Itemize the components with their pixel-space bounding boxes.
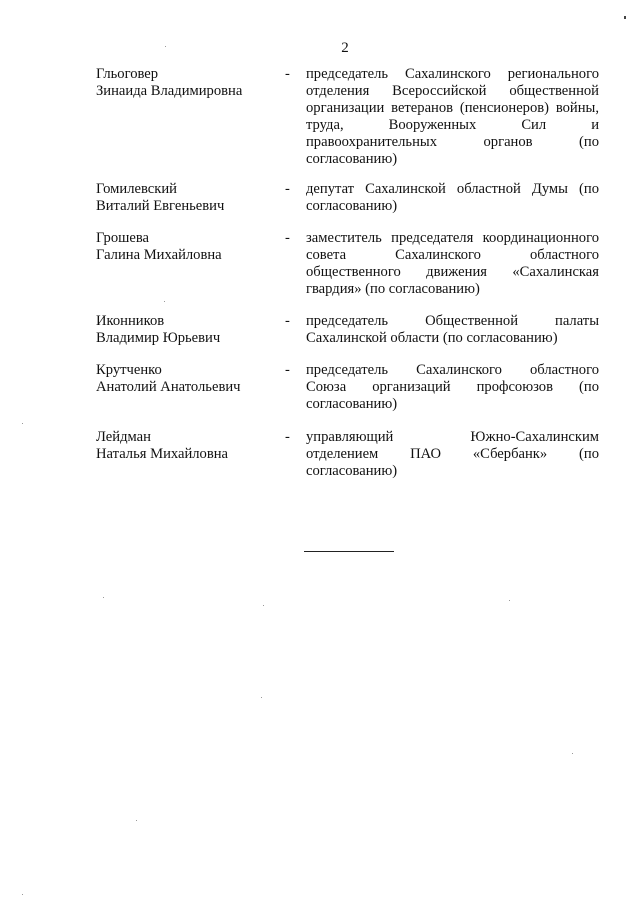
position-line: согласованию): [306, 463, 398, 479]
scan-speck: [261, 697, 262, 698]
dash-separator: -: [285, 230, 290, 246]
scan-speck: [263, 605, 264, 606]
scan-speck: [164, 301, 165, 302]
member-surname: Гомилевский: [96, 181, 177, 197]
member-given-name: Наталья Михайловна: [96, 446, 229, 462]
member-position: [306, 66, 599, 168]
dash-separator: -: [285, 313, 290, 329]
position-line: председатель Сахалинского регионального: [306, 66, 599, 82]
position-line: председатель Общественной палаты: [306, 313, 599, 329]
scan-speck: [136, 820, 137, 821]
position-line: совета Сахалинского областного: [306, 247, 599, 263]
scan-speck: [22, 423, 23, 424]
member-position: [306, 362, 599, 413]
position-line: труда, Вооруженных Сил и: [306, 117, 599, 133]
member-given-name: Анатолий Анатольевич: [96, 379, 241, 395]
dash-separator: -: [285, 362, 290, 378]
scan-speck: [22, 894, 23, 895]
closing-rule: [304, 551, 394, 552]
member-name: [96, 181, 276, 215]
dash-separator: -: [285, 181, 290, 197]
scan-mark: [624, 16, 626, 19]
scan-speck: [509, 600, 510, 601]
position-line: депутат Сахалинской областной Думы (по: [306, 181, 599, 197]
member-surname: Крутченко: [96, 362, 162, 378]
position-line: отделения Всероссийской общественной: [306, 83, 599, 99]
member-given-name: Зинаида Владимировна: [96, 83, 243, 99]
scan-speck: [103, 597, 104, 598]
position-line: Сахалинской области (по согласованию): [306, 330, 558, 346]
member-surname: Лейдман: [96, 429, 151, 445]
member-name: [96, 429, 276, 463]
position-line: согласованию): [306, 198, 398, 214]
dash-separator: -: [285, 429, 290, 445]
member-surname: Гльоговер: [96, 66, 159, 82]
member-name: [96, 66, 276, 100]
member-name: [96, 230, 276, 264]
scan-speck: [572, 753, 573, 754]
scan-speck: [165, 46, 166, 47]
position-line: правоохранительных органов (по: [306, 134, 599, 150]
position-line: согласованию): [306, 151, 398, 167]
page-number: 2: [341, 40, 349, 56]
member-surname: Иконников: [96, 313, 165, 329]
dash-separator: -: [285, 66, 290, 82]
position-line: заместитель председателя координационного: [306, 230, 599, 246]
position-line: председатель Сахалинского областного: [306, 362, 599, 378]
member-name: [96, 313, 276, 347]
member-position: [306, 313, 599, 347]
member-given-name: Виталий Евгеньевич: [96, 198, 225, 214]
member-position: [306, 429, 599, 480]
position-line: отделением ПАО «Сбербанк» (по: [306, 446, 599, 462]
member-given-name: Галина Михайловна: [96, 247, 222, 263]
position-line: гвардия» (по согласованию): [306, 281, 480, 297]
position-line: организации ветеранов (пенсионеров) войны,: [306, 100, 599, 116]
member-given-name: Владимир Юрьевич: [96, 330, 221, 346]
position-line: Союза организаций профсоюзов (по: [306, 379, 599, 395]
position-line: управляющий Южно-Сахалинским: [306, 429, 599, 445]
member-surname: Грошева: [96, 230, 150, 246]
member-position: [306, 181, 599, 215]
position-line: общественного движения «Сахалинская: [306, 264, 599, 280]
member-name: [96, 362, 276, 396]
member-position: [306, 230, 599, 298]
position-line: согласованию): [306, 396, 398, 412]
